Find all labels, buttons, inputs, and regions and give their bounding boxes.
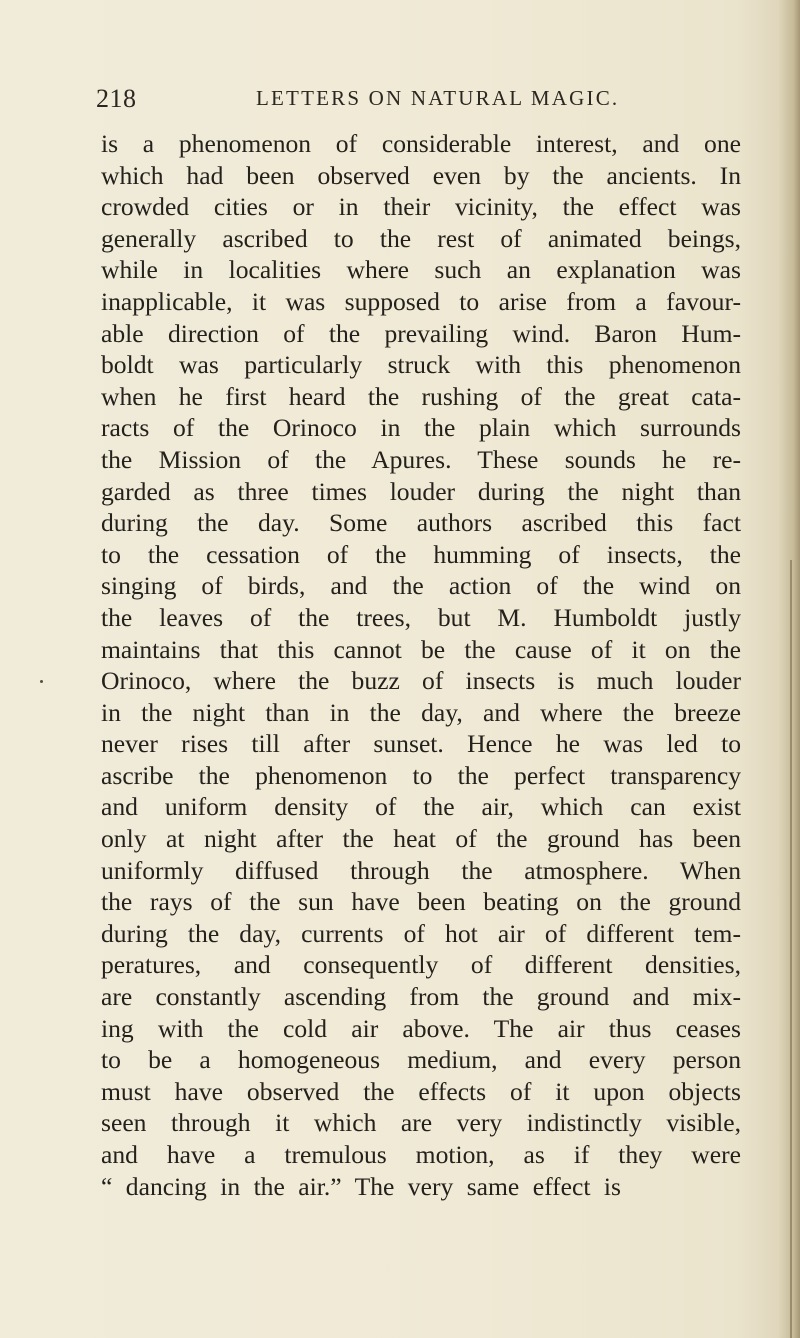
text-line: peratures, and consequently of different densities, — [101, 950, 741, 980]
text-line: “ dancing in the air.” The very same effect is — [101, 1171, 621, 1201]
text-line: Orinoco, where the buzz of insects is much louder — [101, 666, 741, 696]
text-line: uniformly diffused through the atmosphere. When — [101, 855, 741, 885]
text-line: to be a homogeneous medium, and every person — [101, 1045, 741, 1075]
paper-speck — [40, 680, 43, 683]
text-line: crowded cities or in their vicinity, the effect was — [101, 192, 741, 222]
text-line: and have a tremulous motion, as if they were — [101, 1140, 741, 1169]
text-line: singing of birds, and the action of the wind on — [101, 571, 741, 601]
text-line: during the day. Some authors ascribed this fact — [101, 508, 741, 538]
text-line: are constantly ascending from the ground and mix- — [101, 982, 741, 1012]
text-line: ascribe the phenomenon to the perfect transparency — [101, 760, 741, 790]
page-header — [96, 84, 656, 118]
text-line: the leaves of the trees, but M. Humboldt justly — [101, 602, 741, 632]
text-line: must have observed the effects of it upon objects — [101, 1076, 741, 1106]
text-line: during the day, currents of hot air of different tem- — [101, 918, 741, 948]
text-line: in the night than in the day, and where the breeze — [101, 697, 741, 727]
text-line: the rays of the sun have been beating on the ground — [101, 887, 741, 917]
text-line: the Mission of the Apures. These sounds he re- — [101, 444, 741, 474]
page-number: 218 — [96, 84, 137, 113]
text-line: inapplicable, it was supposed to arise from a favour- — [101, 286, 741, 316]
text-line: ing with the cold air above. The air thus ceases — [101, 1013, 741, 1043]
body-text — [101, 128, 741, 1202]
text-line: never rises till after sunset. Hence he was led to — [101, 729, 741, 759]
text-line: to the cessation of the humming of insects, the — [101, 539, 741, 569]
text-line: and uniform density of the air, which can exist — [101, 792, 741, 822]
text-line: only at night after the heat of the ground has been — [101, 824, 741, 854]
text-line: able direction of the prevailing wind. Baron Hum- — [101, 318, 741, 348]
page-edge-shadow — [778, 0, 800, 1338]
text-line: maintains that this cannot be the cause of it on the — [101, 634, 741, 664]
page-edge-line — [790, 560, 792, 1338]
text-line: garded as three times louder during the night than — [101, 476, 741, 506]
text-line: seen through it which are very indistinctly visible, — [101, 1108, 741, 1138]
text-line: which had been observed even by the ancients. In — [101, 160, 741, 190]
text-line: boldt was particularly struck with this phenomenon — [101, 350, 741, 380]
running-head: LETTERS ON NATURAL MAGIC. — [256, 86, 620, 110]
text-line: while in localities where such an explanation was — [101, 255, 741, 285]
text-line: when he first heard the rushing of the great cata- — [101, 381, 741, 411]
text-line: is a phenomenon of considerable interest, and one — [101, 129, 741, 158]
text-line: generally ascribed to the rest of animated beings, — [101, 223, 741, 253]
text-line: racts of the Orinoco in the plain which surrounds — [101, 413, 741, 443]
